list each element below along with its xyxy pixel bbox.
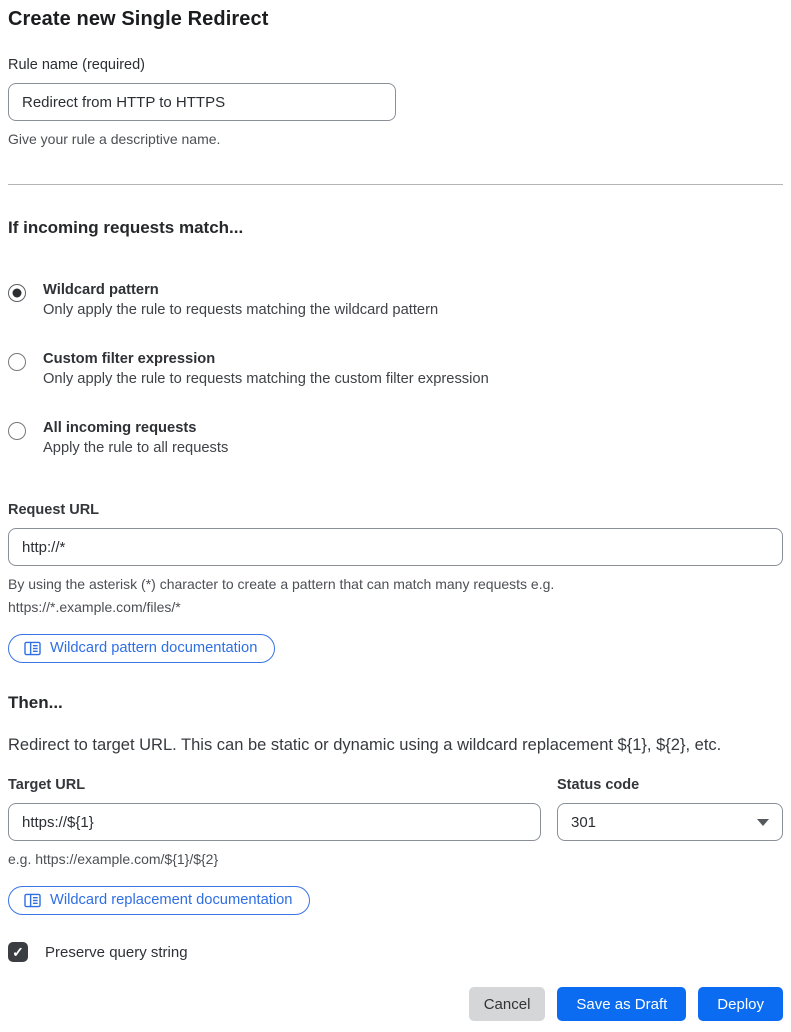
radio-button-icon[interactable]: [8, 422, 26, 440]
doc-button-label: Wildcard replacement documentation: [50, 892, 293, 908]
request-url-helper-line1: By using the asterisk (*) character to create a pattern that can match many requests e.g.: [8, 576, 555, 592]
radio-option-description: Only apply the rule to requests matching the wildcard pattern: [43, 302, 439, 318]
radio-button-icon[interactable]: [8, 284, 26, 302]
footer-actions: [8, 987, 783, 1021]
radio-option-label: Custom filter expression: [43, 351, 216, 367]
rule-name-input[interactable]: [8, 83, 396, 121]
rule-name-label: Rule name (required): [8, 57, 146, 73]
status-code-value: 301: [571, 813, 597, 831]
radio-option-description: Only apply the rule to requests matching the custom filter expression: [43, 371, 489, 387]
request-url-helper: [8, 573, 783, 619]
match-radio-group: [8, 282, 783, 456]
radio-button-icon[interactable]: [8, 353, 26, 371]
match-section-heading: If incoming requests match...: [8, 218, 244, 237]
target-status-row: [8, 755, 783, 871]
rule-name-helper: Give your rule a descriptive name.: [8, 131, 221, 147]
radio-option-all-requests[interactable]: [8, 420, 783, 456]
radio-option-label: Wildcard pattern: [43, 282, 159, 298]
status-code-select[interactable]: [557, 803, 783, 841]
target-url-helper: e.g. https://example.com/${1}/${2}: [8, 851, 219, 867]
request-url-input[interactable]: [8, 528, 783, 566]
save-as-draft-button[interactable]: Save as Draft: [557, 987, 686, 1021]
radio-option-custom-filter[interactable]: [8, 351, 783, 387]
radio-option-wildcard-pattern[interactable]: [8, 282, 783, 318]
checkbox-checked-icon[interactable]: ✓: [8, 942, 28, 962]
then-description: Redirect to target URL. This can be static or dynamic using a wildcard replacement ${1}, ${2}, etc.: [8, 736, 722, 754]
doc-button-label: Wildcard pattern documentation: [50, 640, 258, 656]
deploy-button[interactable]: Deploy: [698, 987, 783, 1021]
request-url-helper-line2: https://*.example.com/files/*: [8, 599, 181, 615]
preserve-query-label: Preserve query string: [45, 943, 188, 961]
target-url-input[interactable]: [8, 803, 541, 841]
status-code-label: Status code: [557, 777, 640, 793]
cancel-button[interactable]: Cancel: [469, 987, 546, 1021]
book-icon: [24, 893, 41, 908]
target-url-label: Target URL: [8, 777, 86, 793]
then-section-heading: Then...: [8, 693, 63, 712]
chevron-down-icon: [757, 819, 769, 826]
request-url-label: Request URL: [8, 502, 100, 518]
preserve-query-checkbox-row[interactable]: [8, 942, 783, 962]
wildcard-pattern-doc-button[interactable]: [8, 634, 275, 663]
book-icon: [24, 641, 41, 656]
wildcard-replacement-doc-button[interactable]: [8, 886, 310, 915]
radio-option-description: Apply the rule to all requests: [43, 440, 229, 456]
radio-option-label: All incoming requests: [43, 420, 197, 436]
section-divider: [8, 184, 783, 185]
page-title: Create new Single Redirect: [8, 8, 269, 30]
